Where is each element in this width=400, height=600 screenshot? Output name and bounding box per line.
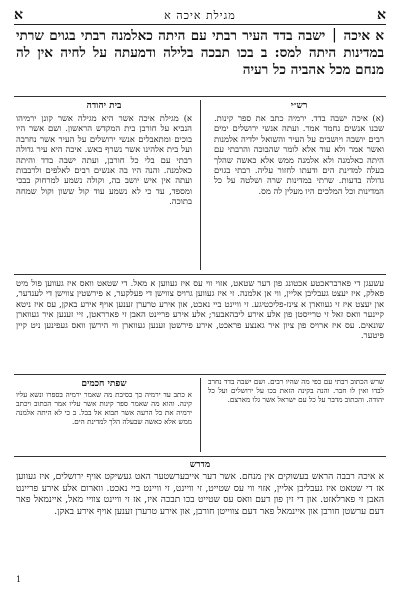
main-verse: א איכה ׀ ישבה בדד העיר רבתי עם היתה כאלמנה רבתי בגוים שרתי במדינות היתה למס: ב בכו תבכה בלילה ודמעתה על לחיה אין לה מנחם מכל אהביה כל רעיה — [16, 28, 384, 78]
notes-text: שרש הכתוב רבתי עם כפי מה שהיו רבים. ושם ישבה בדד נחרב לבדו ואין לו חבר. והנה בקינה הזאת בכו על ירושלים ועל כל יהודה. והכתוב מדבר על כל עם ישראל אשר גלו מארצם. — [208, 378, 384, 404]
translation-block — [16, 278, 384, 370]
commentary-text: א) מגילת איכה אשר היא מגילה אשר קונן ירמיהו הנביא על חורבן בית המקדש הראשון. ושם אשר היו בוכים ומתאבלים אנשי ירושלים על העיר אשר נחרבה ועל בית אלהינו אשר נשרף באש. איכה היא עיר גדולה רבתי עם בלי כל חורבן, ועתה ישבה בדד והיתה כאלמנה. והנה היו בה אנשים רבים לאלפים ולרבבות ועתה אין איש יושב בה, וקולה נשמע למרחוק בבכי ומספד, עד כי לא נשמע עוד קול ששון וקול שמחה בתוכה. — [16, 113, 192, 207]
section-heading: מדרש — [189, 460, 211, 470]
commentary-left-column — [16, 100, 192, 270]
page-number: 1 — [16, 575, 22, 584]
midrash-block — [16, 472, 384, 580]
column-heading: בית יהודה — [86, 101, 122, 111]
header-left-mark: א — [14, 6, 23, 23]
column-heading: רש״י — [290, 101, 308, 111]
column-divider — [200, 378, 201, 452]
translation-text: עשעגן די פארבראכטע אכטונג פון דער שטאט, אזוי ווי עס איז געווען א מאל. די שטאט וואס איז געווען פול מיט פאלק, איז יעצט געבליבן אליין, ווי אן אלמנה. זי איז געווען גרויס צווישן די פעלקער, א פירשטין צווישן די לענדער, און יעצט איז זי געווארן א צינז-פליכטיגע. זי וויינט ביי נאכט, און אירע טרערן זענען אויף אירע באקן, עס איז ניטא קיינער וואס זאל זי טרייסטן פון אלע אירע ליבהאבער; אלע אירע פריינט האבן זי פארראטן, זיי זענען איר געווארן שונאים. עס איז ארויס פון ציון איר גאנצע פראכט, אירע פירשטן זענען געווארן ווי הירשן וואס געפינען ניט קיין פיטער. — [16, 278, 384, 341]
column-divider — [200, 100, 201, 270]
column-heading: שפתי חכמים — [81, 379, 127, 389]
midrash-text: א איכה רבבה הראש בעשוקים אין מנחם. אשר דער אייבערשטער האט געשיקט אויף ירושלים, איז געווען אז די שטאט איז געבליבן אליין, אזוי ווי עס שטייט, זי וויינט, זי וויינט ביי נאכט. ווארום אלע אירע פריינט האבן זי פארלאזט. און די זין פון דעם וואס עס שטייט בכו תבכה איז, אז זי וויינט צוויי מאל, איינמאל פאר דעם ערשטן חורבן און איינמאל פאר דעם צווייטן חורבן, און אירע טרערן זענען אויף אירע באקן. — [16, 472, 384, 517]
page-header — [14, 6, 386, 25]
notes-text: א כתב עד ירמיה כך בסיבת מה שאמר ירמיה בספרו ונשא עליו קינה. והוא מה שאמר ספר קינות אשר עליו אמר הכתוב ויכתב ירמיה את כל הרעה אשר תבוא אל בבל. ב כי לא היתה אלמנה ממש אלא כאשה שבעלה הלך למדינת הים. — [16, 390, 192, 426]
divider — [14, 456, 386, 457]
commentary-right-column — [214, 100, 384, 270]
header-right-mark: א — [377, 6, 386, 23]
header-title: מגילת איכה א — [164, 8, 236, 22]
commentary-text: (א) איכה ישבה בדד. ירמיה כתב את ספר קינות. שבנו אנשים נחמד אמר. ועתה אנשי ירושלים ימים רבים יושבה ויושבים על העיר והשואל ילדיה אלמנות ואשר אמר ולא עוד אלא לומר שהבוכה והרבתי עם היתה כאלמנה ולא אלמנה ממש אלא כאשה שהלך בעלה למדינת הים ודעתו לחזור עליה. רבתי בגוים גדולה בדעות. שרתי במדינות שרה ושלטה על כל המדינות וכל המלכים היו מעלין לה מס. — [214, 113, 384, 196]
notes-right-column — [208, 378, 384, 452]
divider — [14, 274, 386, 275]
notes-left-column — [16, 378, 192, 452]
divider — [14, 374, 386, 375]
divider — [14, 96, 386, 97]
